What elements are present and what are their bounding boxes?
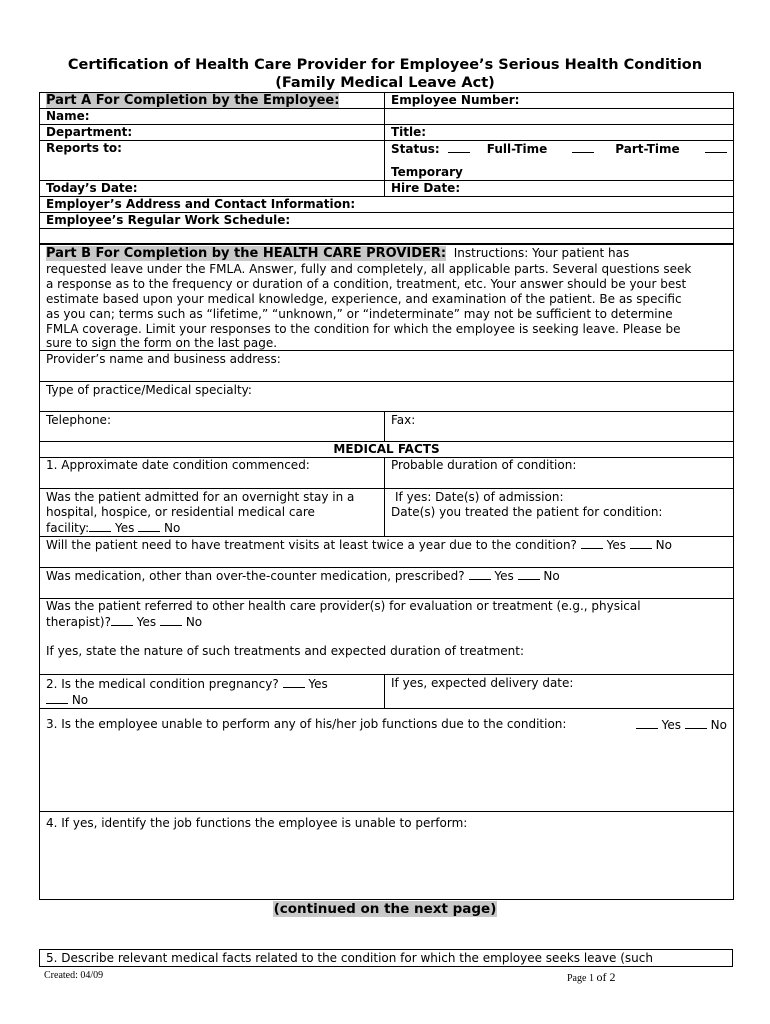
instruction-line: sure to sign the form on the last page. [46,336,278,350]
q3-yes-blank[interactable] [636,717,658,729]
referral-no-blank[interactable] [160,614,182,626]
reports-to-field[interactable]: Reports to: [40,141,385,181]
part-a-table [39,92,734,245]
admitted-facility-label: facility: [46,521,90,535]
q3-no-label: No [710,718,727,732]
medication-no-label: No [543,569,560,583]
instruction-line: estimate based upon your medical knowledge, experience, and examination of the patient. Be as specific [46,292,682,306]
treatment-visits-label: Will the patient need to have treatment visits at least twice a year due to the condition? [46,538,577,552]
temporary-label: Temporary [391,165,463,179]
status-field [385,141,734,181]
pregnancy-question [40,675,385,709]
admitted-no-blank[interactable] [138,520,160,532]
continued-note [0,901,770,917]
treatment-yes-label: Yes [606,538,626,552]
part-a-heading: Part A For Completion by the Employee: [46,93,340,108]
condition-commenced-field[interactable]: 1. Approximate date condition commenced: [40,458,385,489]
name-field[interactable]: Name: [40,109,385,125]
footer-created: Created: 04/09 [44,970,104,981]
fax-field[interactable]: Fax: [385,412,734,442]
medication-no-blank[interactable] [518,568,540,580]
job-functions-unable-question [40,709,734,812]
todays-date-field[interactable]: Today’s Date: [40,181,385,197]
medication-label: Was medication, other than over-the-counter medication, prescribed? [46,569,465,583]
instruction-line: requested leave under the FMLA. Answer, fully and completely, all applicable parts. Several questions seek [46,262,692,276]
admitted-line: Was the patient admitted for an overnight stay in a [46,490,355,504]
admission-dates-label: If yes: Date(s) of admission: [395,490,564,504]
instructions-first: Instructions: Your patient has [453,246,630,260]
admission-dates-field[interactable] [385,489,734,537]
title-field[interactable]: Title: [385,125,734,141]
pregnancy-yes-label: Yes [308,677,328,691]
delivery-date-field[interactable]: If yes, expected delivery date: [385,675,734,709]
part-time-label: Part-Time [615,142,680,156]
part-time-blank[interactable] [572,141,594,153]
probable-duration-field[interactable]: Probable duration of condition: [385,458,734,489]
telephone-field[interactable]: Telephone: [40,412,385,442]
nature-treatment-label: If yes, state the nature of such treatments and expected duration of treatment: [46,644,525,658]
hire-date-field[interactable]: Hire Date: [385,181,734,197]
referral-yes-label: Yes [136,615,157,629]
q3-label: 3. Is the employee unable to perform any of his/her job functions due to the condition: [46,717,567,731]
treatment-yes-blank[interactable] [581,537,603,549]
pregnancy-yes-blank[interactable] [283,676,305,688]
q3-no-blank[interactable] [685,717,707,729]
full-time-blank[interactable] [448,141,470,153]
pregnancy-label: 2. Is the medical condition pregnancy? [46,677,279,691]
pregnancy-no-label: No [71,693,89,707]
temporary-blank[interactable] [705,141,727,153]
status-label: Status: [391,142,440,156]
instruction-line: as you can; terms such as “lifetime,” “unknown,” or “indeterminate” may not be sufficient to determine [46,307,673,321]
regular-schedule-field[interactable]: Employee’s Regular Work Schedule: [40,213,734,229]
footer-page-number [567,970,615,985]
admitted-yes-blank[interactable] [89,520,111,532]
admitted-no-label: No [164,521,181,535]
part-b-instructions [40,244,734,351]
q3-yes-label: Yes [661,718,682,732]
part-b-heading: Part B For Completion by the HEALTH CARE PROVIDER: [46,246,447,261]
employer-address-field[interactable]: Employer’s Address and Contact Information: [40,197,734,213]
practice-type-field[interactable]: Type of practice/Medical specialty: [40,382,734,412]
footer-page-prefix: Page 1 [567,973,594,984]
dates-treated-label: Date(s) you treated the patient for condition: [391,505,663,519]
medical-facts-heading: MEDICAL FACTS [40,442,734,458]
full-time-label: Full-Time [486,142,548,156]
referral-line: Was the patient referred to other health care provider(s) for evaluation or treatment (e.g., physical [46,599,641,613]
instruction-line: a response as to the frequency or duration of a condition, treatment, etc. Your answer should be your best [46,277,687,291]
part-b-table [39,243,734,900]
referral-therapist-label: therapist)? [46,615,111,629]
pregnancy-no-blank[interactable] [46,692,68,704]
referral-yes-blank[interactable] [111,614,133,626]
treatment-no-blank[interactable] [630,537,652,549]
continued-label: (continued on the next page) [273,901,497,917]
treatment-visits-question [40,537,734,568]
admitted-line: hospital, hospice, or residential medical care [46,505,315,519]
referral-question [40,599,734,675]
employee-number-field[interactable]: Employee Number: [385,93,734,109]
treatment-no-label: No [655,538,672,552]
medication-question [40,568,734,599]
admitted-question [40,489,385,537]
instruction-line: FMLA coverage. Limit your responses to the condition for which the employee is seeking leave. Please be [46,322,681,336]
medication-yes-blank[interactable] [469,568,491,580]
form-title: Certification of Health Care Provider for Employee’s Serious Health Condition [67,57,703,73]
medication-yes-label: Yes [494,569,514,583]
job-functions-identify-field[interactable]: 4. If yes, identify the job functions the employee is unable to perform: [40,812,734,900]
department-field[interactable]: Department: [40,125,385,141]
footer-page-suffix: of 2 [596,970,616,984]
form-subtitle: (Family Medical Leave Act) [275,75,495,91]
referral-no-label: No [185,615,203,629]
q5-field[interactable]: 5. Describe relevant medical facts related to the condition for which the employee seeks leave (such [39,949,733,967]
provider-name-field[interactable]: Provider’s name and business address: [40,351,734,382]
admitted-yes-label: Yes [114,521,135,535]
